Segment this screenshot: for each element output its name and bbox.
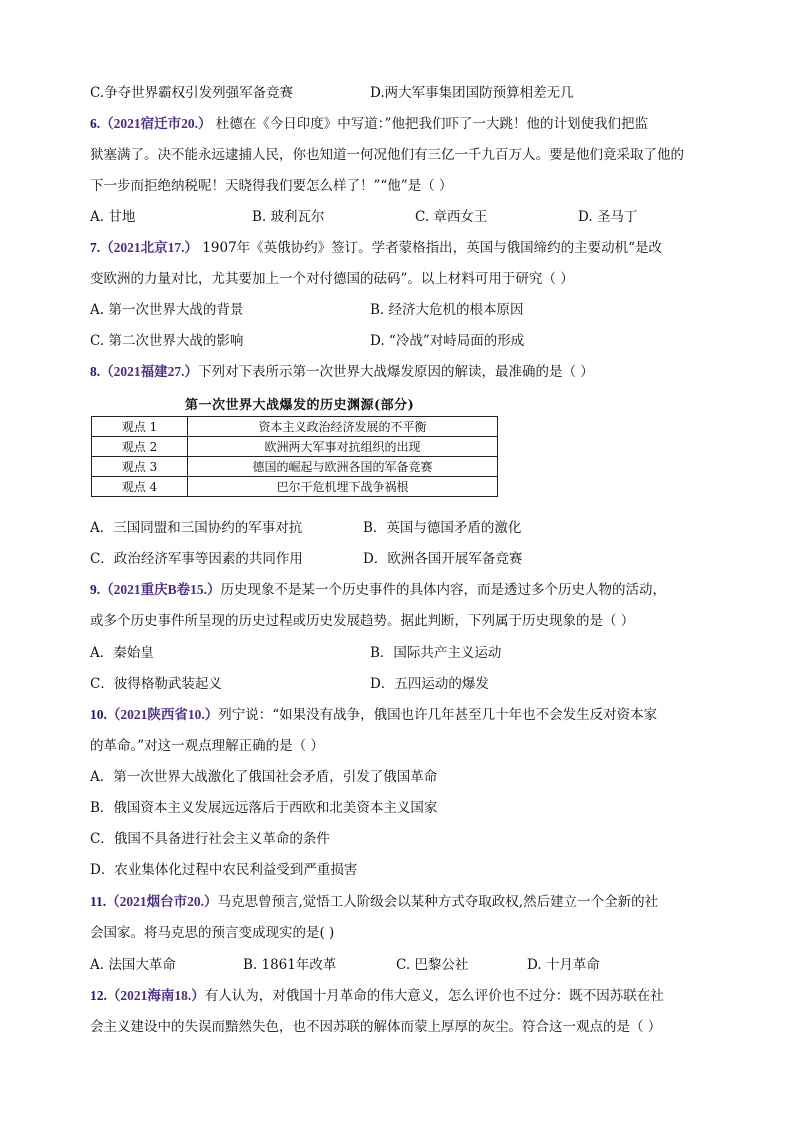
- question-10-line2: 的革命。”对这一观点理解正确的是（ ）: [90, 738, 324, 754]
- table-cell-key: 观点 1: [92, 417, 188, 437]
- question-12: [90, 986, 664, 1006]
- option-c: C. 第二次世界大战的影响: [90, 333, 244, 349]
- question-source: （2021海南18.）: [106, 988, 205, 1003]
- question-source: （2021宿迁市20.）: [100, 116, 212, 131]
- table-cell-key: 观点 3: [92, 457, 188, 477]
- question-8: [90, 362, 594, 382]
- question-text: 有人认为，对俄国十月革命的伟大意义，怎么评价也不过分：既不因苏联在社: [204, 988, 664, 1004]
- question-text: 下列对下表所示第一次世界大战爆发原因的解读，最准确的是（ ）: [198, 364, 594, 380]
- option-a: A. 甘地: [90, 209, 136, 225]
- option-d: D. 圣马丁: [578, 209, 638, 225]
- table-cell-value: 德国的崛起与欧洲各国的军备竞赛: [188, 457, 498, 477]
- question-9-line2: 或多个历史事件所呈现的历史过程或历史发展趋势。据此判断，下列属于历史现象的是（ ）: [90, 613, 635, 629]
- question-text: 马克思曾预言,觉悟工人阶级会以某种方式夺取政权,然后建立一个全新的社: [217, 894, 659, 910]
- table-title: 第一次世界大战爆发的历史渊源(部分): [185, 398, 415, 413]
- option-b: B．国际共产主义运动: [370, 645, 502, 661]
- question-number: 6.: [90, 116, 101, 131]
- question-number: 7.: [90, 240, 101, 255]
- question-source: （2021烟台市20.）: [106, 894, 218, 909]
- table-row: [92, 477, 498, 497]
- option-c: C. 章西女王: [415, 209, 488, 225]
- question-11: [90, 892, 658, 912]
- option-a: A．秦始皇: [90, 645, 154, 661]
- option-c: C．俄国不具备进行社会主义革命的条件: [90, 831, 330, 847]
- table-row: [92, 457, 498, 477]
- table-cell-value: 巴尔干危机埋下战争祸根: [188, 477, 498, 497]
- option-c: C．政治经济军事等因素的共同作用: [90, 551, 303, 567]
- option-a: A．第一次世界大战激化了俄国社会矛盾，引发了俄国革命: [90, 769, 438, 785]
- question-7: [90, 238, 662, 258]
- option-b: B. 玻利瓦尔: [252, 209, 325, 225]
- option-a: A. 法国大革命: [90, 957, 176, 973]
- option-b: B．俄国资本主义发展远远落后于西欧和北美资本主义国家: [90, 800, 438, 816]
- table-cell-value: 欧洲两大军事对抗组织的出现: [188, 437, 498, 457]
- question-number: 10.: [90, 707, 107, 722]
- option-d: D. 十月革命: [527, 957, 600, 973]
- question-7-line2: 变欧洲的力量对比，尤其要加上一个对付德国的砝码”。以上材料可用于研究（ ）: [90, 271, 574, 287]
- option-d: D．五四运动的爆发: [370, 676, 489, 692]
- option-b: B. 1861年改革: [243, 957, 337, 973]
- question-6-line2: 狱塞满了。决不能永远逮捕人民，你也知道一何况他们有三亿一千九百万人。要是他们竟采取了他的: [90, 147, 684, 163]
- option-d: D．农业集体化过程中农民利益受到严重损害: [90, 862, 358, 878]
- question-number: 12.: [90, 988, 107, 1003]
- option-c: C．彼得格勒武装起义: [90, 676, 222, 692]
- question-source: （2021陕西省10.）: [106, 707, 219, 722]
- question-text: 1907年《英俄协约》签订。学者蒙格指出，英国与俄国缔约的主要动机“是改: [202, 240, 663, 256]
- option-a: A．三国同盟和三国协约的军事对抗: [90, 520, 303, 536]
- question-text: 列宁说：“如果没有战争，俄国也许几年甚至几十年也不会发生反对资本家: [218, 707, 658, 723]
- question-10: [90, 705, 657, 725]
- question-source: （2021重庆B卷15.）: [100, 582, 221, 597]
- question-number: 11.: [90, 894, 107, 909]
- table-cell-key: 观点 4: [92, 477, 188, 497]
- history-table: [91, 416, 498, 497]
- question-text: 历史现象不是某一个历史事件的具体内容，而是透过多个历史人物的活动，: [220, 582, 667, 598]
- option-d: D.两大军事集团国防预算相差无几: [370, 85, 574, 101]
- option-b: B. 经济大危机的根本原因: [370, 302, 524, 318]
- option-d: D．欧洲各国开展军备竞赛: [363, 551, 523, 567]
- question-6-line3: 下一步而拒绝纳税呢！天晓得我们要怎么样了！”“他”是（ ）: [90, 178, 453, 194]
- option-d: D. “冷战”对峙局面的形成: [370, 333, 525, 349]
- question-number: 8.: [90, 364, 101, 379]
- question-6: [90, 114, 648, 134]
- question-9: [90, 580, 666, 600]
- question-source: （2021福建27.）: [100, 364, 198, 379]
- option-a: A. 第一次世界大战的背景: [90, 302, 244, 318]
- question-source: （2021北京17.）: [100, 240, 198, 255]
- question-number: 9.: [90, 582, 101, 597]
- table-row: [92, 437, 498, 457]
- option-c: C.争夺世界霸权引发列强军备竞赛: [90, 85, 294, 101]
- question-text: 杜德在《今日印度》中写道：”他把我们吓了一大跳！他的计划使我们把监: [215, 116, 648, 132]
- question-11-line2: 会国家。将马克思的预言变成现实的是( ): [90, 925, 335, 941]
- option-c: C. 巴黎公社: [396, 957, 469, 973]
- option-b: B．英国与德国矛盾的激化: [363, 520, 522, 536]
- question-12-line2: 会主义建设中的失误而黯然失色，也不因苏联的解体而蒙上厚厚的灰尘。符合这一观点的是（ ）: [90, 1019, 662, 1035]
- table-cell-value: 资本主义政治经济发展的不平衡: [188, 417, 498, 437]
- table-row: [92, 417, 498, 437]
- table-cell-key: 观点 2: [92, 437, 188, 457]
